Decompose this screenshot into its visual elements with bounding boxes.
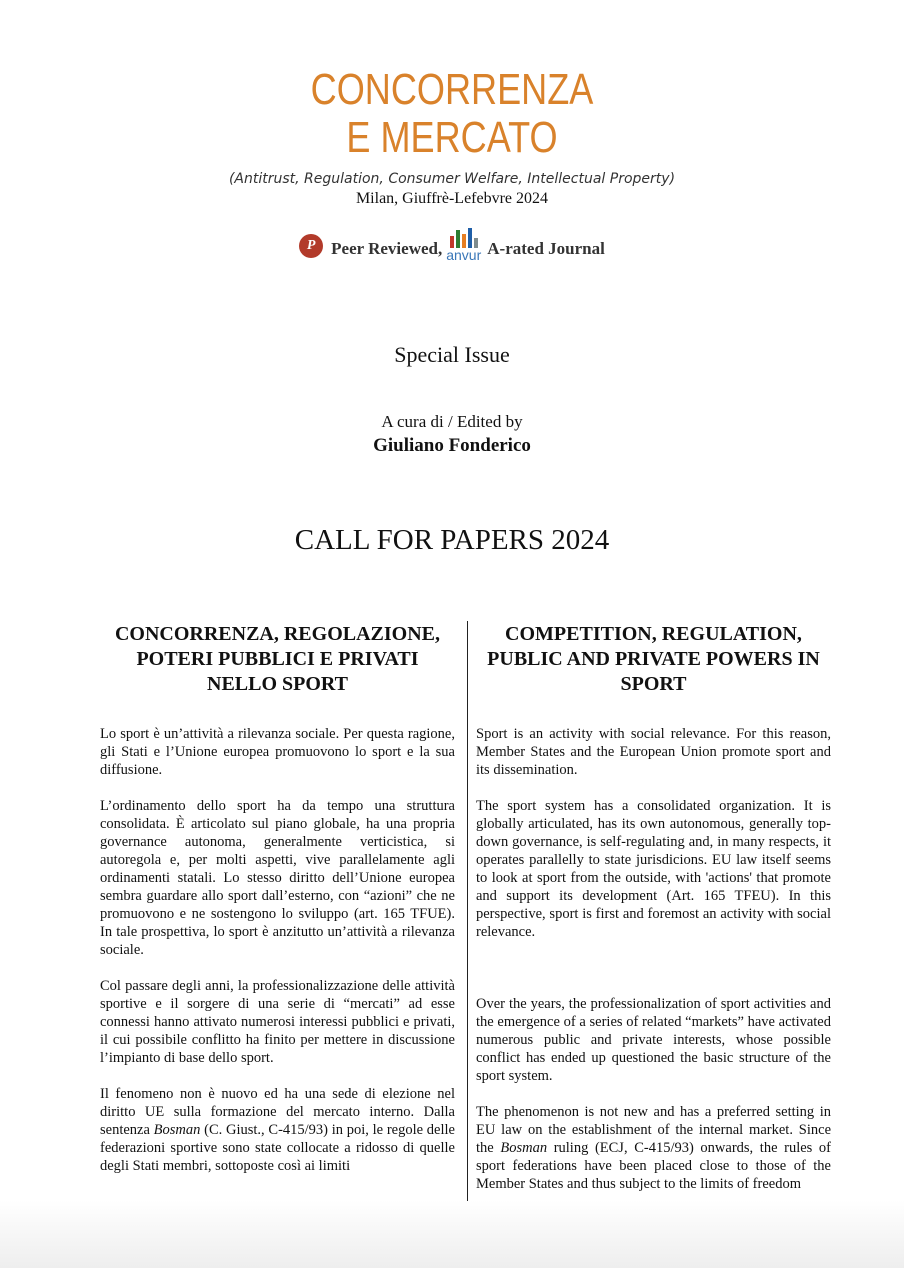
- journal-logo-line-1: CONCORRENZA: [310, 65, 594, 114]
- italian-heading: CONCORRENZA, REGOLAZIONE, POTERI PUBBLICI E PRIVATI NELLO SPORT: [114, 623, 441, 695]
- issue-type: Special Issue: [394, 342, 510, 367]
- journal-badges: [0, 232, 904, 266]
- italian-paragraph-2: L’ordinamento dello sport ha da tempo una struttura consolidata. È articolato sul piano globale, ha una propria governance autonoma, generalmente verticistica, si autoregola e, per molti aspetti, vive parallelamente agli ordinamenti statali. Lo stesso diritto dell’Unione europea sembra guardare allo sport dall’esterno, con “azioni” che ne promuovono e ne sostengono lo sviluppo (art. 165 TFUE). In tale prospettiva, lo sport è anzitutto un’attività a rilevanza sociale.: [100, 798, 455, 958]
- editor-name: Giuliano Fonderico: [373, 435, 531, 456]
- english-paragraph-4: [476, 1103, 831, 1193]
- english-p4-start: The phenomenon is not new and has a preferred setting in EU law on the establishment of the internal market. Since the: [476, 1104, 831, 1156]
- english-paragraph-2: The sport system has a consolidated organization. It is globally articulated, has its own autonomous, generally top-down governance, is self-regulating and, in many respects, it operates parallelly to state jurisdicions. EU law itself seems to look at sport from the outside, with 'actions' that promote and support its development (Art. 165 TFEU). In this perspective, sport is first and foremost an activity with social relevance.: [476, 798, 831, 940]
- peer-reviewed-icon: P: [299, 234, 323, 258]
- english-heading: COMPETITION, REGULATION, PUBLIC AND PRIVATE POWERS IN SPORT: [487, 623, 820, 695]
- anvur-logo-icon: [446, 228, 481, 262]
- italian-paragraph-4: [100, 1085, 455, 1175]
- anvur-text: anvur: [446, 247, 482, 263]
- journal-logo-line-2: E MERCATO: [346, 113, 558, 162]
- english-p4-end: ruling (ECJ, C-415/93) onwards, the rules of sport federations have been placed close to those of the Member States and thus subject to the limits of freedom: [476, 1140, 831, 1192]
- journal-subtitle: (Antitrust, Regulation, Consumer Welfare, Intellectual Property): [228, 171, 676, 187]
- italian-case-name: Bosman: [153, 1122, 201, 1138]
- publisher-line: Milan, Giuffrè-Lefebvre 2024: [355, 190, 549, 207]
- italian-paragraph-3: Col passare degli anni, la professionalizzazione delle attività sportive e il sorgere di una serie di “mercati” ad esse connessi hanno attivato numerosi interessi pubblici e privati, il cui possibile conflitto ha finito per mettere in discussione l’impianto di base dello sport.: [100, 978, 455, 1066]
- english-column: [476, 622, 831, 1211]
- anvur-bars-icon: [450, 228, 478, 248]
- italian-p4-end: (C. Giust., C-415/93) in poi, le regole delle federazioni sportive sono state collocate a ridosso di quelle degli Stati membri, sottoposte così ai limiti: [100, 1122, 455, 1174]
- italian-p4-start: Il fenomeno non è nuovo ed ha una sede di elezione nel diritto UE sulla formazione del mercato interno. Dalla sentenza: [100, 1086, 455, 1138]
- call-for-papers-title: CALL FOR PAPERS 2024: [294, 524, 610, 556]
- italian-paragraph-1: Lo sport è un’attività a rilevanza sociale. Per questa ragione, gli Stati e l’Unione europea promuovono lo sport e la sua diffusione.: [100, 726, 455, 778]
- column-divider: [467, 621, 468, 1201]
- rating-label: A-rated Journal: [487, 239, 605, 258]
- peer-reviewed-label: Peer Reviewed,: [331, 239, 443, 258]
- english-case-name: Bosman: [500, 1140, 548, 1156]
- english-paragraph-3: Over the years, the professionalization of sport activities and the emergence of a series of related “markets” have activated numerous public and private interests, whose possible conflict has ended up questioned the basic structure of the sport system.: [476, 996, 831, 1084]
- edited-by-label: A cura di / Edited by: [381, 412, 523, 431]
- english-paragraph-1: Sport is an activity with social relevance. For this reason, Member States and the European Union promote sport and its dissemination.: [476, 726, 831, 778]
- italian-column: [100, 622, 455, 1193]
- page-bottom-fade: [0, 1200, 904, 1268]
